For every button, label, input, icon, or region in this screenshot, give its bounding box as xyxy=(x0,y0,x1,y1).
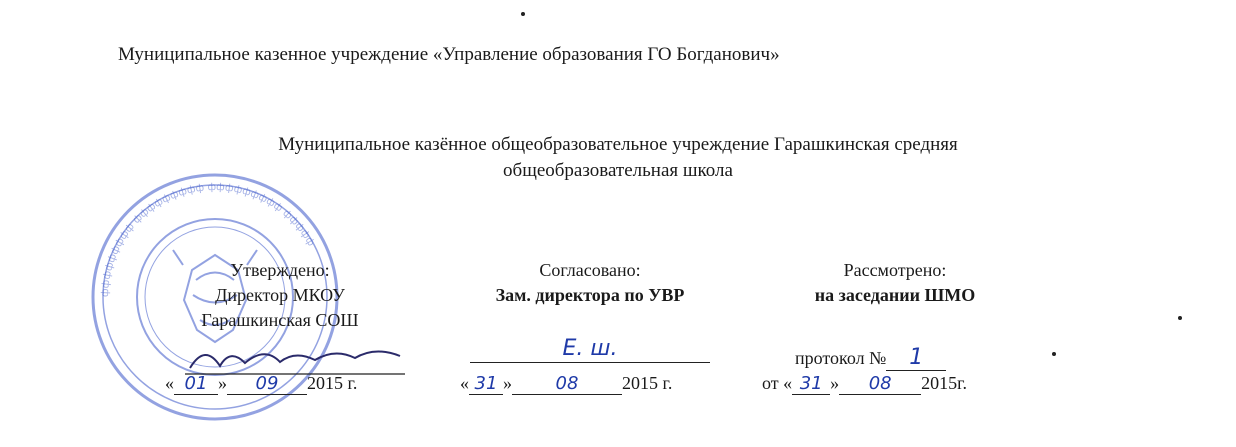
school-name xyxy=(0,132,1236,184)
protocol-label: протокол № xyxy=(795,348,887,368)
agreed-year: 2015 г. xyxy=(622,373,673,393)
approved-title: Утверждено: xyxy=(230,260,330,280)
reviewed-day: 31 xyxy=(792,373,830,395)
agreed-title: Согласовано: xyxy=(539,260,641,280)
agreed-block xyxy=(455,258,725,308)
approved-year: 2015 г. xyxy=(307,373,358,393)
agreed-date-mid: » xyxy=(503,373,512,393)
reviewed-date-mid: » xyxy=(830,373,840,393)
svg-text:ффффффффф ффффффффф ффффффффф: ффффффффф ффффффффф ффффффффф ффффф xyxy=(99,181,317,298)
approved-date-mid: » xyxy=(218,373,227,393)
approved-block xyxy=(160,258,400,333)
approved-date-open: « xyxy=(165,373,174,393)
reviewed-protocol xyxy=(795,345,946,371)
agreed-day: 31 xyxy=(469,373,503,395)
reviewed-date xyxy=(762,373,967,395)
school-name-line-2: общеобразовательная школа xyxy=(503,160,733,181)
scan-speck xyxy=(1178,316,1182,320)
approved-org: Гарашкинская СОШ xyxy=(201,310,359,330)
approved-position: Директор МКОУ xyxy=(215,285,345,305)
reviewed-year: 2015г. xyxy=(921,373,967,393)
protocol-number: 1 xyxy=(886,345,946,371)
scan-speck xyxy=(521,12,525,16)
reviewed-title: Рассмотрено: xyxy=(843,260,947,280)
director-signature xyxy=(185,338,410,378)
approved-date xyxy=(165,373,357,395)
ministry-line: Муниципальное казенное учреждение «Управление образования ГО Богданович» xyxy=(118,44,780,65)
reviewed-block xyxy=(770,258,1020,308)
school-name-line-1: Муниципальное казённое общеобразовательное учреждение Гарашкинская средняя xyxy=(278,134,958,155)
agreed-date-open: « xyxy=(460,373,469,393)
scan-speck xyxy=(1052,352,1056,356)
agreed-position: Зам. директора по УВР xyxy=(495,285,685,305)
agreed-signature: Е. ш. xyxy=(562,336,618,361)
approved-day: 01 xyxy=(174,373,218,395)
agreed-signature-line xyxy=(470,336,710,363)
reviewed-month: 08 xyxy=(839,373,921,395)
reviewed-position: на заседании ШМО xyxy=(814,285,976,305)
approved-month: 09 xyxy=(227,373,307,395)
agreed-month: 08 xyxy=(512,373,622,395)
agreed-date xyxy=(460,373,672,395)
reviewed-date-prefix: от « xyxy=(762,373,793,393)
